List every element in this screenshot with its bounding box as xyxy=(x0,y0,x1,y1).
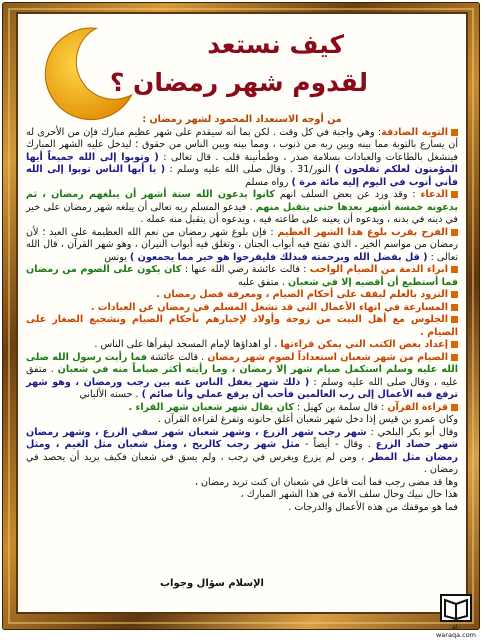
quran-verse: ( قل بفضل الله وبرحمته فبذلك فليفرحوا هو خير مما يجمعون ) xyxy=(129,251,428,263)
paragraph-obligation xyxy=(26,264,458,289)
bullet-icon xyxy=(451,404,458,411)
text: : وهي واجبة في كل وقت . لكن بما أنه سيقدم على شهر عظيم مبارك فإن من الأحرى له أن يسارع بالتوبة مما بينه وبين ربه من ذنوب ، ومما بينه وبين الناس من حقوق ؛ ليدخل عليه الشهر المبارك فينشغل بالطاعات والعبادات بسلامة صدر ، وطمأنينة قلب . xyxy=(26,126,458,163)
paragraph-knowledge xyxy=(26,289,458,302)
text: . قالت عائشة xyxy=(147,351,208,363)
paragraph-shaban-fasting xyxy=(26,352,458,402)
text: . فيدعو المسلم ربه تعالى أن يبلغه شهر رمضان على خير في دينه في بدنه ، ويدعوه أن يعينه على طاعته فيه ، ويدعوه أن يتقبل منه عمله . xyxy=(26,201,458,225)
text: رواه مسلم xyxy=(245,176,292,188)
text: : قالت عائشة رضي الله عنها : xyxy=(181,264,310,275)
bullet-icon xyxy=(451,304,458,311)
paragraph-repentance xyxy=(26,127,458,190)
bullet-icon xyxy=(451,291,458,298)
quran-verse: ( وتوبوا إلى الله جميعاً أيها المؤمنون لعلكم تفلحون ) xyxy=(26,151,458,175)
heading-knowledge: التزود بالعلم ليقف على أحكام الصيام ، ومعرفة فضل رمضان . xyxy=(156,289,448,300)
article-body xyxy=(26,114,458,584)
paragraph-supplication xyxy=(26,189,458,227)
text: قال تعالى : xyxy=(158,151,211,163)
paragraph-question: فما هو موقفك من هذه الأعمال والدرجات . xyxy=(288,501,458,513)
heading-supplication: الدعاء xyxy=(420,189,448,200)
bullet-icon xyxy=(451,354,458,361)
balkhi-quote-2: مثل شهر رجب كالريح ، ومثل شعبان مثل الغيم ، ومثل رمضان مثل المطر xyxy=(26,439,458,463)
paragraph-joy xyxy=(26,227,458,265)
bullet-icon xyxy=(451,191,458,198)
poster-page xyxy=(18,14,466,612)
text: . حسنه الألباني xyxy=(79,389,142,400)
heading-obligation: ابراء الذمة من الصيام الواجب xyxy=(309,264,448,275)
text: . وقال - أيضاً - xyxy=(299,439,376,450)
heading-repentance: التوبة الصادقة xyxy=(381,126,448,138)
text: : فإن بلوغ شهر رمضان من نعم الله العظيمة على العبد ؛ لأن رمضان من مواسم الخير ، الذي تفتح فيه أبواب الجنان ، وتغلق فيه أبواب النيران ، وهو شهر القرآن ، قال الله تعالى : xyxy=(26,226,458,263)
text: . متفق عليه ، وقال صلى الله عليه وسلم : xyxy=(26,364,458,388)
hadith-quote: ( يا أيها الناس توبوا إلى الله فأني أتوب في اليوم إليه مائة مرة ) xyxy=(26,164,458,188)
aisha-quote: فما رأيت رسول الله صلى الله عليه وسلم استكمل صيام شهر إلا رمضان ، وما رأيته أكثر صياماً منه في شعبان xyxy=(26,351,458,375)
bullet-icon xyxy=(451,341,458,348)
text: ، أو اهداؤها لإمام المسجد ليقرأها على الناس . xyxy=(94,339,281,350)
site-logo xyxy=(434,592,478,639)
paragraph-amr: وكان عمرو بن قيس إذا دخل شهر شعبان أغلق حانوته وتفرغ لقراءة القرآن . xyxy=(157,414,458,425)
paragraph-quran xyxy=(26,402,458,415)
text: : وقد ورد عن بعض السلف انهم xyxy=(274,189,421,200)
heading-quran: قراءة القرآن xyxy=(387,401,448,413)
logo-text: al-waraqa.com xyxy=(435,623,476,639)
balkhi-quote: شهر رجب شهر الزرع ، وشهر شعبان شهر سقي الزرع ، وشهر رمضان شهر حصاد الزرع xyxy=(26,426,458,450)
title-line-2: لقدوم شهر رمضان ؟ xyxy=(109,68,368,97)
paragraph-balkhi xyxy=(26,427,458,477)
bullet-icon xyxy=(451,129,458,136)
salama-quote: كان يقال شهر شعبان شهر القراء . xyxy=(128,401,294,413)
paragraph-salaf: هذا حال نبيك وحال سلف الأمة في هذا الشهر المبارك ، xyxy=(240,489,458,500)
paragraph-family xyxy=(26,314,458,339)
paragraph-finish-work xyxy=(26,302,458,315)
subtitle: من أوجه الاستعداد المحمود لشهر رمضان : xyxy=(142,114,342,125)
aisha-quote: كان يكون على الصوم من رمضان فما أستطيع أن أقضيه إلا في شعبان xyxy=(26,264,458,288)
heading-shaban-fasting: الصيام من شهر شعبان استعداداً لصوم شهر رمضان xyxy=(207,351,449,363)
heading-finish-work: المسارعة في انهاء الأعمال التي قد تشغل المسلم في رمضان عن العبادات . xyxy=(90,301,448,313)
source-credit: الإسلام سؤال وجواب xyxy=(160,578,264,589)
text: النور/31 . وقال صلى الله عليه وسلم : xyxy=(165,164,335,175)
heading-family: الجلوس مع أهل البيت من زوجة وأولاد لإخبارهم بأحكام الصيام وتشجيع الصغار على الصيام . xyxy=(26,314,458,338)
bullet-icon xyxy=(451,266,458,273)
logo-icon xyxy=(440,594,472,622)
title-line-1: كيف نستعد xyxy=(207,30,344,59)
hadith-quote: ( ذلك شهر يغفل الناس عنه بين رجب ورمضان ، وهو شهر ترفع فيه الأعمال إلى رب العالمين فأحب أن يرفع عملي وأنا صائم ) xyxy=(26,376,458,400)
salaf-quote: كانوا يدعون الله ستة أشهر أن يبلغهم رمضان ، ثم يدعونه خمسة أشهر بعدها حتى يتقبل منهم xyxy=(26,189,458,213)
bullet-icon xyxy=(451,316,458,323)
paragraph-books xyxy=(26,339,458,352)
text: . متفق عليه xyxy=(237,276,288,288)
bullet-icon xyxy=(451,229,458,236)
heading-books: إعداد بعض الكتب التي يمكن قراءتها xyxy=(280,339,448,350)
text: : قال سلمة بن كهيل : xyxy=(293,401,388,413)
text: يونس xyxy=(104,251,130,263)
heading-joy: الفرح بقرب بلوغ هذا الشهر العظيم xyxy=(277,226,449,238)
paragraph-rajab: وها قد مضى رجب فما أنت فاعل في شعبان ان كنت تريد رمضان ، xyxy=(194,476,458,488)
text: وقال أبو بكر البلخي : xyxy=(366,426,458,438)
text: ، ومن لم يزرع ويغرس في رجب ، ولم يسق في شعبان فكيف يريد أن يحصد في رمضان . xyxy=(26,451,458,475)
